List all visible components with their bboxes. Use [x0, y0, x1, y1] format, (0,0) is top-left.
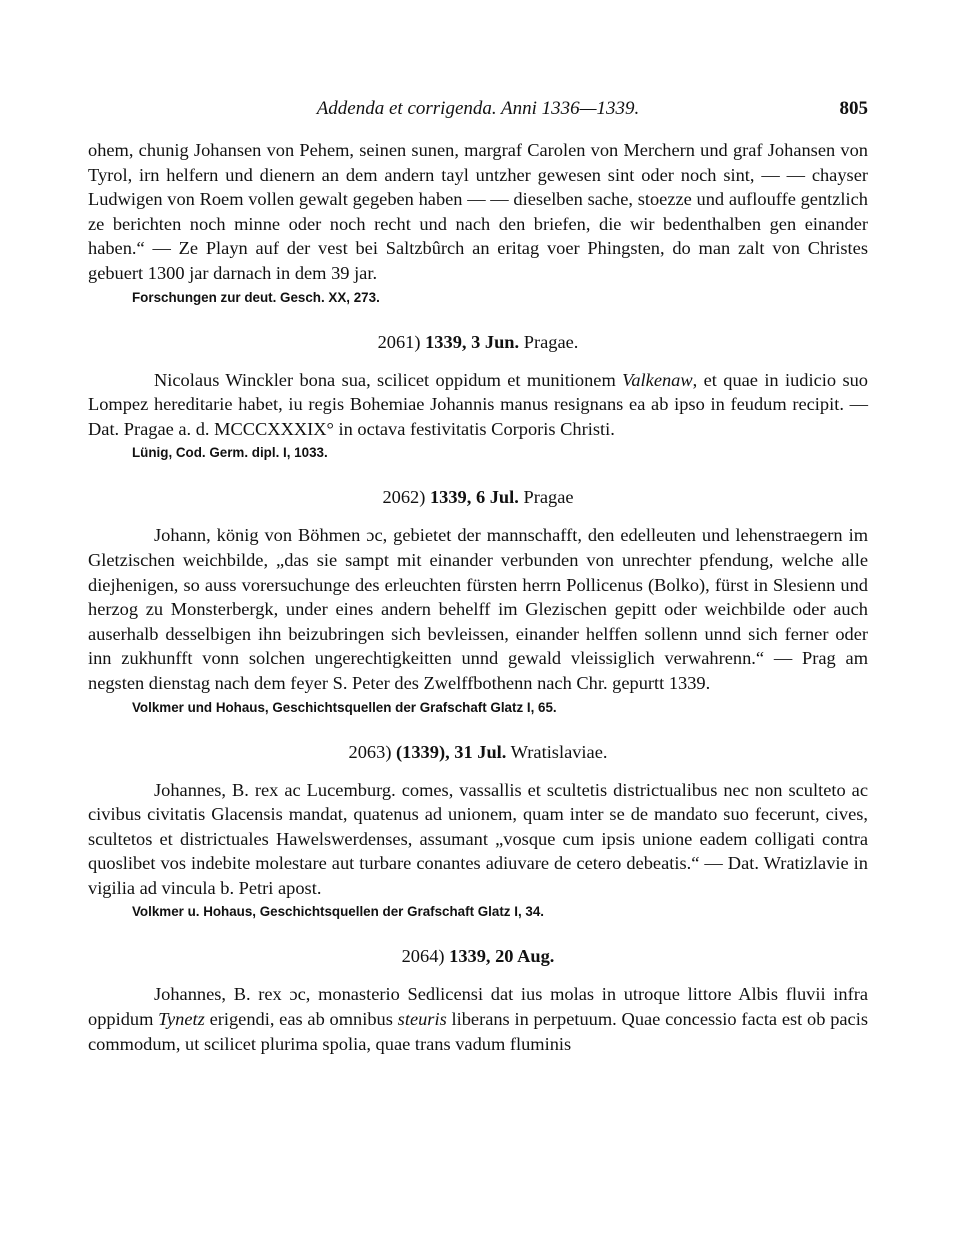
entry-number: 2063): [348, 741, 392, 762]
entry-number: 2064): [401, 946, 445, 967]
page-number: 805: [839, 98, 868, 119]
text-segment: Nicolaus Winckler bona sua, scilicet oppidum et munitionem: [154, 369, 623, 390]
entry-date: (1339), 31 Jul.: [396, 741, 507, 762]
running-head: [88, 96, 868, 124]
intro-paragraph: ohem, chunig Johansen von Pehem, seinen sunen, margraf Carolen von Merchern und graf Johansen von Tyrol, irn helfern und dienern an dem andern tayl untzher gewesen sint oder noch sint, — — chayser Ludwigen von Roem vollen gewalt gegeben haben — — dieselben sache, stoezze und auflouffe gentzlich ze berichten noch minne oder noch recht und nach den briefen, die wir bedenthalben gen einander haben.“ — Ze Playn auf der vest bei Saltzbûrch an eritag voer Phingsten, do man zalt von Christes gebuert 1300 jar darnach in dem 39 jar.: [88, 140, 868, 283]
entry-text-2064: [88, 982, 868, 1056]
entry-date: 1339, 3 Jun.: [425, 331, 520, 352]
entry-heading-2064: [88, 944, 868, 968]
entry-source-2061: Lünig, Cod. Germ. dipl. I, 1033.: [132, 445, 328, 461]
entry-date: 1339, 6 Jul.: [429, 487, 519, 508]
text-segment: , et quae in iudicio suo Lompez hereditarie habet, iu regis Bohemiae Johannis manus resignans ea ab ipso in feudum recipit. — Dat. Pragae a. d. MCCCXXXIX° in octava festivitatis Corporis Christi.: [88, 369, 868, 439]
text-segment: erigendi, eas ab omnibus: [204, 1009, 398, 1030]
entry-heading-2062: [88, 485, 868, 509]
running-head-title: Addenda et corrigenda. Anni 1336—1339.: [316, 98, 640, 119]
entry-date: 1339, 20 Aug.: [449, 946, 555, 967]
entry-source-2062: Volkmer und Hohaus, Geschichtsquellen der Grafschaft Glatz I, 65.: [132, 699, 557, 715]
entry-place: Wratislaviae.: [510, 741, 608, 762]
italic-place-name: Tynetz: [158, 1009, 205, 1030]
entry-number: 2062): [382, 487, 426, 508]
italic-term: steuris: [397, 1009, 447, 1030]
text-segment: Johannes, B. rex ɔc, monasterio Sedlicensi dat ius molas in utroque littore Albis fluvii infra oppidum: [88, 984, 868, 1030]
document-body: [88, 138, 868, 1056]
entry-text-2063: Johannes, B. rex ac Lucemburg. comes, vassallis et scultetis districtualibus nec non sculteto ac civibus civitatis Glacensis mandat, quatenus ad unionem, quam inter se de mandato suo fecerunt, cives, scultetos et districtuales Hawelswerdenses, assumant „vosque cum ipsis unione eadem colligati contra quoslibet vos indebite molestare aut turbare conantes adiuvare de cetero debeatis.“ — Dat. Wratizlavie in vigilia ad vincula b. Petri apost.: [88, 779, 868, 898]
entry-text-2061: [88, 368, 868, 442]
entry-source-2063: Volkmer u. Hohaus, Geschichtsquellen der Grafschaft Glatz I, 34.: [132, 904, 545, 920]
entry-place: Pragae: [523, 487, 574, 508]
entry-number: 2061): [377, 331, 421, 352]
italic-place-name: Valkenaw: [622, 369, 693, 390]
entry-place: Pragae.: [523, 331, 579, 352]
entry-heading-2061: [88, 330, 868, 354]
intro-source: Forschungen zur deut. Gesch. XX, 273.: [132, 289, 380, 305]
entry-text-2062: Johann, könig von Böhmen ɔc, gebietet der mannschafft, den edelleuten und lehenstraegern im Gletzischen weichbilde, „das sie sampt mit einander verbunden von unrechter pfendung, welche alle diejhenigen, so auss vorersuchunge des erleuchten fürsten herrn Pollicenus (Bolko), fürst in Slesienn und herzog zu Monsterbergk, under eines andern behelff im Glezischen gepitt oder weichbilde oder auch auserhalb desselbigen ihn beizubringen sich bevleissen, einander helffen sollenn unnd sich ferner oder inn zukhunfft vonn solchen ungerechtigkeitten unnd gewald vleissiglich verwahrenn.“ — Prag am negsten dienstag nach dem feyer S. Peter des Zwelffbothenn nach Chr. gepurtt 1339.: [88, 525, 868, 693]
text-segment: liberans in perpetuum. Quae concessio facta est ob pacis commodum, ut scilicet plurima spolia, quae trans vadum fluminis: [88, 1009, 868, 1054]
entry-heading-2063: [88, 740, 868, 764]
